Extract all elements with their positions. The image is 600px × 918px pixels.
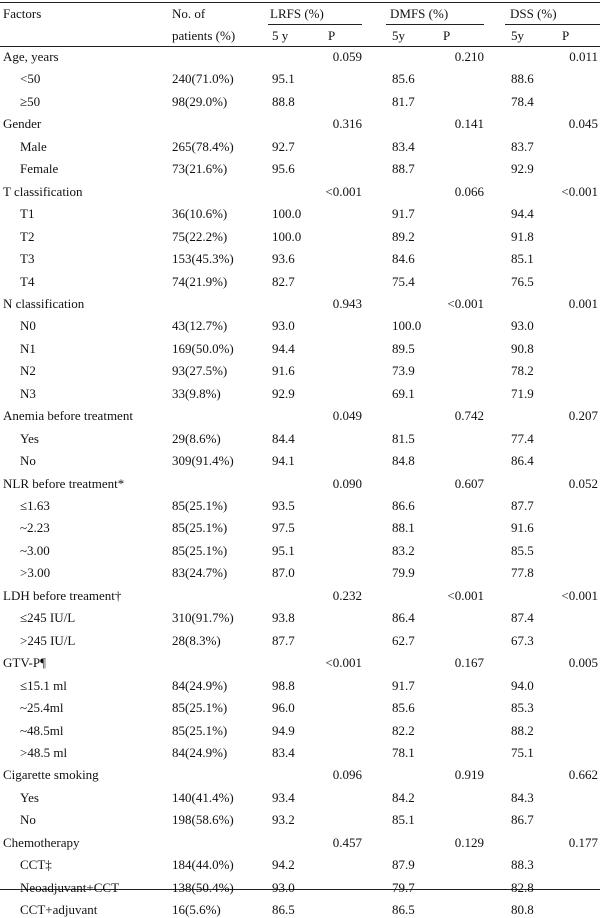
lrfs-5y-value: 93.2 [272, 812, 295, 828]
header-dmfs: DMFS (%) [390, 6, 449, 21]
category-label: Age, years [3, 49, 59, 64]
header-dss-5y: 5y [511, 28, 524, 43]
dss-5y-value: 94.4 [511, 206, 534, 222]
dmfs-5y-value: 91.7 [392, 677, 415, 693]
dss-5y-value: 77.4 [511, 430, 534, 446]
dss-5y-value: 84.3 [511, 789, 534, 805]
lrfs-5y-value: 91.6 [272, 363, 295, 379]
header-no-of: No. of [172, 6, 206, 21]
subgroup-label: T3 [20, 251, 35, 267]
dmfs-5y-value: 87.9 [392, 857, 415, 873]
lrfs-5y-value: 83.4 [272, 744, 295, 760]
category-label: Chemotherapy [3, 834, 80, 850]
subgroup-label: N3 [20, 385, 36, 401]
dss-p-value: 0.011 [569, 49, 598, 64]
header-patients: patients (%) [172, 28, 236, 43]
patients-value: 184(44.0%) [172, 857, 234, 873]
dss-5y-value: 76.5 [511, 273, 534, 289]
header-dmfs-p: P [443, 28, 451, 43]
dss-5y-value: 77.8 [511, 565, 534, 581]
patients-value: 43(12.7%) [172, 318, 228, 334]
dss-p-value: 0.045 [568, 116, 598, 132]
lrfs-5y-value: 94.2 [272, 857, 295, 873]
dmfs-5y-value: 85.6 [392, 71, 415, 87]
lrfs-5y-value: 98.8 [272, 677, 295, 693]
header-dss-p: P [562, 28, 570, 43]
dmfs-p-value: 0.167 [454, 655, 484, 671]
dss-5y-value: 78.2 [511, 363, 534, 379]
lrfs-p-value: 0.457 [332, 834, 362, 850]
subgroup-label: No [20, 812, 36, 828]
dmfs-5y-value: 85.1 [392, 812, 415, 828]
subgroup-label: <50 [20, 71, 41, 87]
dmfs-5y-value: 78.1 [392, 744, 415, 760]
dmfs-p-value: 0.066 [454, 183, 484, 199]
dss-p-value: 0.005 [568, 655, 598, 671]
lrfs-5y-value: 87.7 [272, 632, 295, 648]
subgroup-label: T2 [20, 228, 35, 244]
dmfs-5y-value: 88.1 [392, 520, 415, 536]
dmfs-5y-value: 88.7 [392, 161, 415, 177]
dmfs-5y-value: 79.7 [392, 879, 415, 895]
patients-value: 75(22.2%) [172, 228, 228, 244]
dss-group-rule [505, 24, 600, 25]
lrfs-5y-value: 82.7 [272, 273, 295, 289]
patients-value: 84(24.9%) [172, 744, 228, 760]
top-rule [0, 2, 600, 3]
patients-value: 29(8.6%) [172, 430, 221, 446]
dmfs-5y-value: 69.1 [392, 385, 415, 401]
lrfs-5y-value: 87.0 [272, 565, 295, 581]
lrfs-5y-value: 93.0 [272, 879, 295, 895]
dss-p-value: 0.001 [568, 295, 598, 311]
dmfs-5y-value: 79.9 [392, 565, 415, 581]
header-dss: DSS (%) [510, 6, 557, 21]
category-label: LDH before treament† [3, 587, 122, 603]
header-lrfs-5y: 5 y [272, 28, 289, 43]
lrfs-5y-value: 92.9 [272, 385, 295, 401]
dmfs-5y-value: 75.4 [392, 273, 415, 289]
subgroup-label: Male [20, 138, 47, 154]
dss-5y-value: 82.8 [511, 879, 534, 895]
dmfs-p-value: 0.607 [454, 475, 484, 491]
dss-5y-value: 67.3 [511, 632, 534, 648]
dss-p-value: 0.177 [568, 834, 598, 850]
subgroup-label: ≤1.63 [20, 498, 50, 513]
lrfs-5y-value: 94.9 [272, 722, 295, 738]
subgroup-label: >3.00 [20, 565, 51, 581]
subgroup-label: ~3.00 [20, 542, 50, 558]
header-dmfs-5y: 5y [392, 28, 405, 43]
dmfs-p-value: 0.919 [454, 767, 484, 783]
patients-value: 265(78.4%) [172, 138, 234, 154]
dmfs-5y-value: 81.7 [392, 93, 415, 109]
dmfs-5y-value: 85.6 [392, 700, 415, 716]
patients-value: 240(71.0%) [172, 71, 234, 87]
dss-p-value: <0.001 [561, 587, 598, 603]
lrfs-5y-value: 95.1 [272, 542, 295, 558]
dss-5y-value: 85.3 [511, 700, 534, 716]
patients-value: 28(8.3%) [172, 632, 221, 648]
patients-value: 16(5.6%) [172, 902, 221, 918]
patients-value: 85(25.1%) [172, 520, 228, 536]
category-label: Cigarette smoking [3, 767, 99, 783]
dss-5y-value: 93.0 [511, 318, 534, 334]
dmfs-5y-value: 100.0 [392, 318, 422, 334]
subgroup-label: T4 [20, 273, 35, 289]
dss-p-value: 0.662 [568, 767, 598, 783]
subgroup-label: N2 [20, 363, 36, 379]
subgroup-label: ≥50 [20, 93, 41, 109]
subgroup-label: N1 [20, 340, 36, 356]
dss-5y-value: 92.9 [511, 161, 534, 177]
dmfs-5y-value: 89.2 [392, 228, 415, 244]
dss-5y-value: 90.8 [511, 340, 534, 356]
lrfs-5y-value: 88.8 [272, 93, 295, 109]
lrfs-group-rule [268, 24, 362, 25]
dss-5y-value: 85.5 [511, 542, 534, 558]
dmfs-5y-value: 86.4 [392, 610, 415, 626]
dmfs-group-rule [386, 24, 484, 25]
subgroup-label: >245 IU/L [20, 632, 76, 648]
dss-p-value: 0.207 [568, 408, 598, 424]
lrfs-p-value: <0.001 [325, 183, 362, 199]
patients-value: 83(24.7%) [172, 565, 228, 581]
lrfs-p-value: 0.059 [332, 49, 362, 64]
patients-value: 84(24.9%) [172, 677, 228, 693]
subgroup-label: Female [20, 161, 59, 177]
dmfs-5y-value: 83.4 [392, 138, 415, 154]
header-factors: Factors [3, 6, 42, 21]
lrfs-p-value: 0.943 [332, 295, 362, 311]
patients-value: 198(58.6%) [172, 812, 234, 828]
patients-value: 98(29.0%) [172, 93, 228, 109]
patients-value: 138(50.4%) [172, 879, 234, 895]
dmfs-p-value: 0.141 [454, 116, 484, 132]
patients-value: 169(50.0%) [172, 340, 234, 356]
subgroup-label: No [20, 453, 36, 469]
dmfs-p-value: 0.742 [454, 408, 484, 424]
dmfs-p-value: <0.001 [447, 587, 484, 603]
lrfs-5y-value: 92.7 [272, 138, 295, 154]
lrfs-p-value: 0.096 [332, 767, 362, 783]
dmfs-5y-value: 84.8 [392, 453, 415, 469]
patients-value: 309(91.4%) [172, 453, 234, 469]
dss-5y-value: 75.1 [511, 744, 534, 760]
header-rule [0, 46, 600, 47]
dmfs-p-value: 0.210 [454, 49, 484, 64]
dmfs-5y-value: 89.5 [392, 340, 415, 356]
subgroup-label: ≤15.1 ml [20, 677, 67, 693]
dss-5y-value: 91.6 [511, 520, 534, 536]
patients-value: 85(25.1%) [172, 700, 228, 716]
category-label: T classification [3, 183, 83, 199]
dss-p-value: 0.052 [568, 475, 598, 491]
subgroup-label: ≤245 IU/L [20, 610, 76, 626]
header-lrfs: LRFS (%) [270, 6, 324, 21]
category-label: Gender [3, 116, 42, 132]
subgroup-label: CCT‡ [20, 857, 52, 873]
lrfs-5y-value: 97.5 [272, 520, 295, 536]
dmfs-5y-value: 84.6 [392, 251, 415, 267]
dss-5y-value: 83.7 [511, 138, 534, 154]
lrfs-5y-value: 93.5 [272, 498, 295, 513]
dss-5y-value: 71.9 [511, 385, 534, 401]
dmfs-5y-value: 81.5 [392, 430, 415, 446]
subgroup-label: ~25.4ml [20, 700, 64, 716]
patients-value: 140(41.4%) [172, 789, 234, 805]
lrfs-p-value: 0.316 [332, 116, 362, 132]
dmfs-5y-value: 91.7 [392, 206, 415, 222]
dmfs-5y-value: 82.2 [392, 722, 415, 738]
patients-value: 85(25.1%) [172, 542, 228, 558]
dss-5y-value: 86.4 [511, 453, 534, 469]
patients-value: 36(10.6%) [172, 206, 228, 222]
lrfs-5y-value: 94.1 [272, 453, 295, 469]
lrfs-5y-value: 84.4 [272, 430, 295, 446]
dmfs-5y-value: 73.9 [392, 363, 415, 379]
dss-5y-value: 85.1 [511, 251, 534, 267]
dss-5y-value: 94.0 [511, 677, 534, 693]
lrfs-5y-value: 93.6 [272, 251, 295, 267]
category-label: Anemia before treatment [3, 408, 133, 424]
dss-5y-value: 88.2 [511, 722, 534, 738]
lrfs-5y-value: 93.4 [272, 789, 295, 805]
lrfs-p-value: 0.232 [332, 587, 362, 603]
dmfs-5y-value: 83.2 [392, 542, 415, 558]
lrfs-5y-value: 94.4 [272, 340, 295, 356]
dmfs-5y-value: 86.5 [392, 902, 415, 918]
lrfs-5y-value: 100.0 [272, 206, 302, 222]
lrfs-p-value: 0.090 [332, 475, 362, 491]
patients-value: 310(91.7%) [172, 610, 234, 626]
dmfs-p-value: <0.001 [447, 295, 484, 311]
subgroup-label: Yes [20, 789, 39, 805]
subgroup-label: Neoadjuvant+CCT [20, 879, 120, 895]
lrfs-5y-value: 95.1 [272, 71, 295, 87]
category-label: N classification [3, 295, 85, 311]
lrfs-5y-value: 100.0 [272, 228, 302, 244]
dss-p-value: <0.001 [561, 183, 598, 199]
patients-value: 85(25.1%) [172, 722, 228, 738]
subgroup-label: T1 [20, 206, 35, 222]
dmfs-5y-value: 84.2 [392, 789, 415, 805]
dss-5y-value: 88.6 [511, 71, 534, 87]
patients-value: 33(9.8%) [172, 385, 221, 401]
subgroup-label: N0 [20, 318, 36, 334]
lrfs-5y-value: 86.5 [272, 902, 295, 918]
dss-5y-value: 88.3 [511, 857, 534, 873]
patients-value: 85(25.1%) [172, 498, 228, 513]
lrfs-5y-value: 93.8 [272, 610, 295, 626]
lrfs-5y-value: 95.6 [272, 161, 295, 177]
lrfs-5y-value: 93.0 [272, 318, 295, 334]
dss-5y-value: 78.4 [511, 93, 534, 109]
dss-5y-value: 87.7 [511, 498, 534, 513]
subgroup-label: Yes [20, 430, 39, 446]
dmfs-5y-value: 86.6 [392, 498, 415, 513]
patients-value: 74(21.9%) [172, 273, 228, 289]
subgroup-label: >48.5 ml [20, 744, 68, 760]
dss-5y-value: 91.8 [511, 228, 534, 244]
dss-5y-value: 80.8 [511, 902, 534, 918]
subgroup-label: ~48.5ml [20, 722, 64, 738]
dss-5y-value: 86.7 [511, 812, 534, 828]
subgroup-label: CCT+adjuvant [20, 902, 98, 918]
header-lrfs-p: P [328, 28, 336, 43]
dss-5y-value: 87.4 [511, 610, 534, 626]
dmfs-5y-value: 62.7 [392, 632, 415, 648]
category-label: NLR before treatment* [3, 475, 125, 491]
lrfs-p-value: <0.001 [325, 655, 362, 671]
lrfs-p-value: 0.049 [332, 408, 362, 424]
dmfs-p-value: 0.129 [454, 834, 484, 850]
lrfs-5y-value: 96.0 [272, 700, 295, 716]
subgroup-label: ~2.23 [20, 520, 50, 536]
patients-value: 73(21.6%) [172, 161, 228, 177]
patients-value: 93(27.5%) [172, 363, 228, 379]
patients-value: 153(45.3%) [172, 251, 234, 267]
category-label: GTV-P¶ [3, 655, 46, 671]
